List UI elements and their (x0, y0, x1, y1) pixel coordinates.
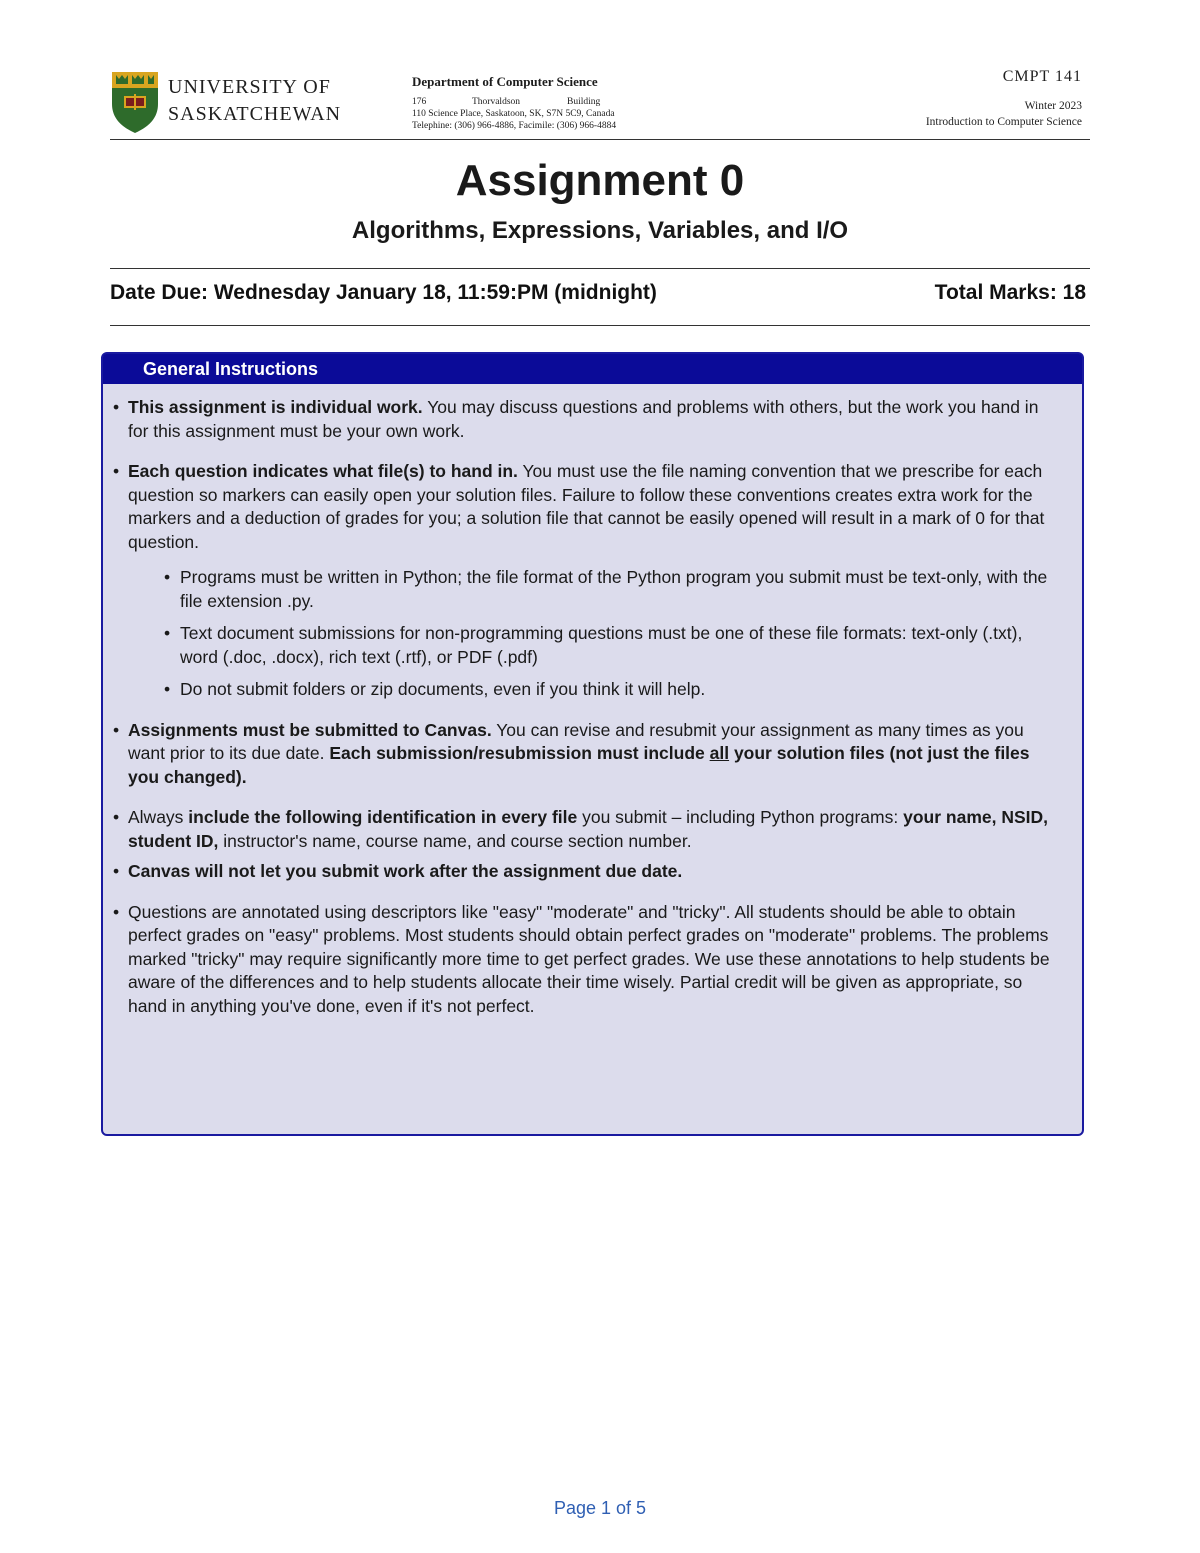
bullet: • (164, 623, 171, 643)
course-code: CMPT 141 (1002, 68, 1082, 85)
room-building-name: Thorvaldson (472, 97, 521, 107)
department-address: 110 Science Place, Saskatoon, SK, S7N 5C9, Canada (412, 109, 615, 119)
course-name: Introduction to Computer Science (925, 116, 1082, 128)
department-name: Department of Computer Science (412, 74, 598, 89)
room-building-label: Building (567, 97, 601, 107)
bullet: • (113, 719, 120, 740)
sub-list (128, 566, 1060, 702)
page-subtitle: Algorithms, Expressions, Variables, and I/O (351, 217, 849, 244)
item-text-c: instructor's name, course name, and course section number. (218, 830, 692, 851)
total-marks: Total Marks: 18 (934, 281, 1086, 304)
university-line-1: UNIVERSITY OF (168, 76, 331, 98)
item-bold-underline: all (709, 743, 730, 763)
due-date: Date Due: Wednesday January 18, 11:59:PM (midnight) (110, 281, 657, 304)
course-info (926, 68, 1082, 130)
sub-list-item (128, 678, 1060, 702)
item-text: Questions are annotated using descriptors like "easy" "moderate" and "tricky". All students should be able to obtain perfect grades on "easy" problems. Most students should obtain perfect grades on "moderate" problems. The problems marked "tricky" may require significantly more time to get perfect grades. We use these annotations to help students be aware of the differences and to help students allocate their time wisely. Partial credit will be given as appropriate, so hand in anything you've done, even if it's not perfect. (128, 901, 1050, 1016)
sub-item-text: Do not submit folders or zip documents, even if you think it will help. (180, 679, 706, 699)
instructions-header (103, 354, 1082, 384)
sub-list-item (128, 622, 1060, 669)
bullet: • (113, 807, 120, 827)
department-block (412, 76, 616, 132)
sub-list-item (128, 566, 1060, 613)
item-bold: Assignments must be submitted to Canvas. (128, 719, 492, 740)
list-item (113, 460, 1060, 702)
course-term: Winter 2023 (1024, 100, 1082, 112)
bullet: • (113, 461, 120, 481)
list-item (113, 719, 1060, 790)
list-item (113, 806, 1060, 853)
item-text-a: Always (128, 807, 189, 827)
bullet: • (164, 567, 171, 587)
page-title: Assignment 0 (455, 156, 745, 205)
sub-item-text: Programs must be written in Python; the file format of the Python program you submit must be text-only, with the file extension .py. (180, 567, 1048, 611)
bullet: • (164, 679, 171, 699)
list-item (113, 860, 1060, 884)
item-text: You must use the file naming convention that we prescribe for each question so markers can easily open your solution files. Failure to follow these conventions creates extra work for the markers and a deduction of grades for you; a solution file that cannot be easily opened will result in a mark of 0 for that question. (128, 461, 1045, 552)
department-phone: Telephine: (306) 966-4886, Facimile: (306) 966-4884 (412, 121, 617, 131)
general-instructions-box (101, 352, 1084, 1136)
sub-item-text: Text document submissions for non-programming questions must be one of these file formats: text-only (.txt), word (.doc, .docx), rich text (.rtf), or PDF (.pdf) (180, 623, 1023, 667)
item-text: You may discuss questions and problems with others, but the work you hand in for this assignment must be your own work. (128, 397, 1039, 441)
item-bold-2: your name, NSID, student ID, (128, 807, 1049, 851)
room-number: 176 (412, 97, 427, 107)
bullet: • (113, 861, 120, 881)
bullet: • (113, 397, 120, 417)
item-bold-3: your solution files (not just the files you changed). (128, 743, 1030, 787)
item-bold: Each question indicates what file(s) to hand in. (128, 461, 518, 481)
due-top-divider (110, 268, 1090, 269)
university-name (168, 74, 341, 128)
instructions-list (113, 396, 1060, 1035)
item-bold: Canvas will not let you submit work after the assignment due date. (128, 861, 683, 881)
list-item (113, 901, 1060, 1019)
due-bottom-divider (110, 325, 1090, 326)
letterhead-divider (110, 139, 1090, 140)
item-bold: include the following identification in every file (188, 807, 578, 827)
list-item (113, 396, 1060, 443)
item-bold-2: Each submission/resubmission must include (329, 743, 710, 763)
university-line-2: SASKATCHEWAN (168, 103, 342, 125)
page-number: Page 1 of 5 (553, 1498, 647, 1518)
item-text: You can revise and resubmit your assignment as many times as you want prior to its due date. (128, 719, 1024, 763)
usask-shield-icon (110, 70, 160, 134)
department-room (412, 96, 616, 108)
item-text-b: you submit – including Python programs: (577, 807, 904, 827)
item-bold: This assignment is individual work. (128, 397, 423, 417)
instructions-header-title: General Instructions (143, 359, 319, 379)
bullet: • (113, 901, 120, 922)
